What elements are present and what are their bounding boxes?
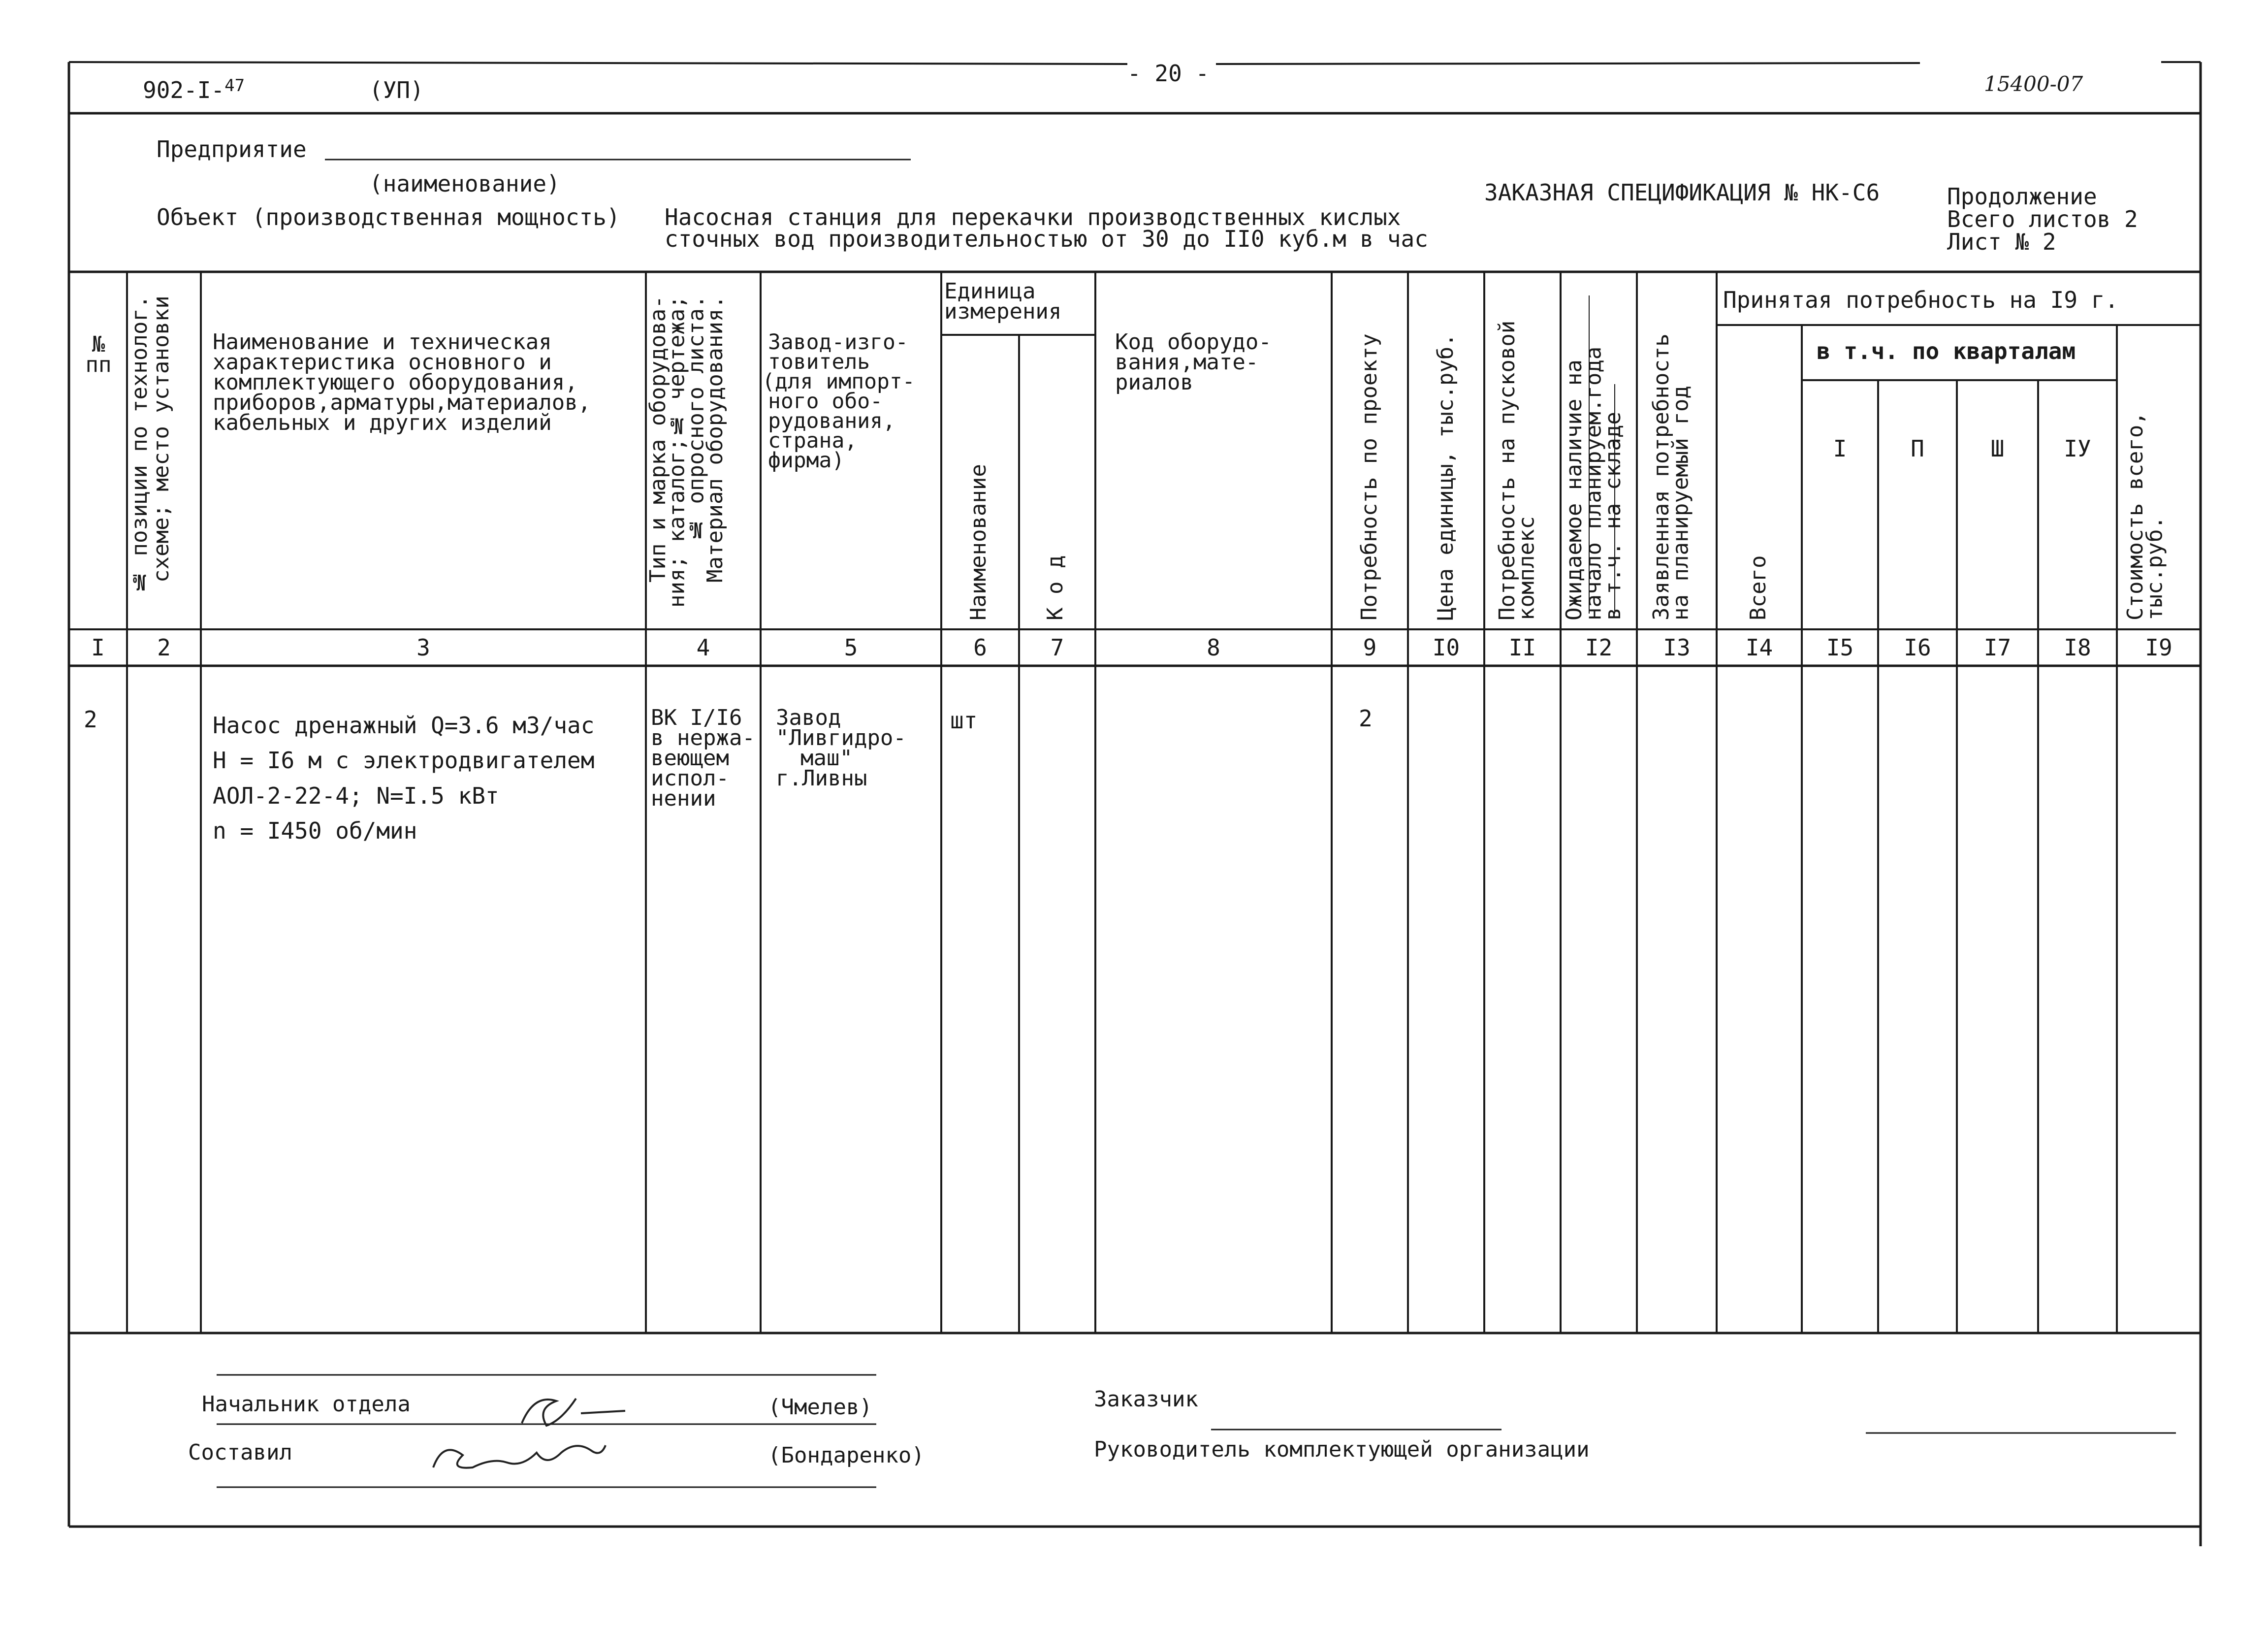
col-10-header: Цена единицы, тыс.руб. [1433, 333, 1458, 620]
col-number: 7 [1050, 634, 1064, 661]
composed-by-label: Составил [188, 1440, 292, 1465]
col-number: 9 [1363, 634, 1377, 661]
quarter-2-header: П [1911, 435, 1924, 462]
col-number: I3 [1663, 634, 1691, 661]
col-number: 5 [844, 634, 858, 661]
desc-line-4: n = I450 об/мин [213, 817, 417, 844]
col-number: I5 [1826, 634, 1854, 661]
col-3-line-1: Наименование и техническая [213, 329, 552, 355]
col-8-line-1: Код оборудо- [1115, 329, 1272, 355]
col-number: I4 [1745, 634, 1773, 661]
col-13-line-2: на планируемый год [1668, 386, 1693, 620]
spec-title: ЗАКАЗНАЯ СПЕЦИФИКАЦИЯ № НК-С6 [1484, 179, 1880, 206]
type-line-1: ВК I/I6 [651, 705, 742, 730]
type-line-5: нении [651, 785, 716, 811]
stamp-code: 15400-07 [1984, 72, 2083, 96]
maker-line-1: Завод [776, 705, 841, 730]
col-4-line-3: № опросного листа. [683, 295, 709, 543]
row-manufacturer [776, 705, 906, 791]
col-number: I8 [2064, 634, 2091, 661]
total-sheets: Всего листов 2 [1947, 206, 2138, 232]
col-1-header: № пп [85, 332, 112, 377]
quarter-3-header: Ш [1990, 435, 2005, 462]
col-2-header [129, 295, 172, 620]
desc-line-2: H = I6 м с электродвигателем [213, 747, 595, 774]
col-5-line-3: (для импорт- [762, 369, 915, 394]
doc-code-sup: 47 [224, 76, 245, 96]
row-quantity: 2 [1359, 705, 1373, 732]
col-2-line-2: схеме; место установки [149, 295, 174, 583]
col-number: I9 [2145, 634, 2172, 661]
row-type [651, 705, 755, 811]
col-9-header: Потребность по проекту [1357, 333, 1382, 620]
head-of-department-label: Начальник отдела [202, 1392, 411, 1417]
col-13-line-1: Заявленная потребность [1649, 333, 1674, 620]
col-number: I2 [1585, 634, 1613, 661]
col-number: 8 [1207, 634, 1220, 661]
object-line-2: сточных вод производительностью от 30 до II0 куб.м в час [665, 226, 1428, 252]
col-14-header: Всего [1746, 555, 1771, 620]
col-4-line-2: ния; каталог;№ чертежа; [664, 295, 690, 608]
col-8-line-2: вания,мате- [1115, 349, 1259, 375]
org-head-label: Руководитель комплектующей организации [1094, 1437, 1590, 1462]
type-line-3: веющем [651, 745, 729, 771]
col-4-header [645, 295, 728, 620]
col-number: I [91, 634, 105, 661]
col-number: II [1508, 634, 1536, 661]
type-line-2: в нержа- [651, 725, 755, 750]
col-11-line-1: Потребность на пусковой [1495, 320, 1520, 620]
object-label: Объект (производственная мощность) [157, 204, 620, 230]
col-3-header [213, 329, 591, 435]
col-11-line-2: комплекс [1514, 516, 1539, 620]
col-6-header: Наименование [966, 464, 991, 620]
unit-group-header [944, 279, 1062, 324]
row-description [213, 708, 594, 848]
row-number: 2 [84, 706, 97, 733]
col-19-line-2: тыс.руб. [2142, 516, 2168, 620]
col-4-line-1: Тип и марка оборудова- [645, 295, 671, 583]
doc-code [143, 76, 245, 103]
col-4-line-4: Материал оборудования. [703, 295, 728, 583]
col-number: 4 [696, 634, 710, 661]
col-5-line-4: ного обо- [768, 389, 883, 414]
col-3-line-5: кабельных и других изделий [213, 410, 552, 435]
quarter-1-header: I [1833, 435, 1847, 462]
col-3-line-4: приборов,арматуры,материалов, [213, 390, 591, 415]
maker-line-4: г.Ливны [776, 765, 867, 791]
col-5-line-7: фирма) [768, 448, 845, 473]
col-12-line-2: начало планируем.года [1581, 346, 1606, 620]
composed-by-name: (Бондаренко) [768, 1443, 925, 1468]
col-number: I0 [1432, 634, 1460, 661]
continuation-label: Продолжение [1947, 183, 2097, 210]
album-number: (УП) [369, 77, 424, 103]
col-2-line-1: № позиции по технолог. [127, 295, 152, 595]
col-number: 3 [416, 634, 430, 661]
col-5-line-1: Завод-изго- [768, 330, 908, 355]
col-19-header [2123, 384, 2168, 620]
col-number: I7 [1983, 634, 2012, 661]
type-line-4: испол- [651, 765, 729, 791]
object-line-1: Насосная станция для перекачки производственных кислых [665, 204, 1401, 230]
quarter-4-header: IУ [2064, 435, 2091, 462]
maker-line-3: маш" [800, 745, 853, 771]
maker-line-2: "Ливгидро- [776, 725, 906, 750]
col-number: I6 [1904, 634, 1931, 661]
col-7-header: К о д [1043, 555, 1068, 620]
signature-marks [433, 1399, 625, 1468]
col-5-line-5: рудования, [768, 408, 895, 433]
col-3-line-2: характеристика основного и [213, 349, 552, 375]
col-8-line-3: риалов [1115, 369, 1193, 395]
page-number: - 20 - [1127, 60, 1210, 87]
col-5-line-2: товитель [768, 349, 870, 374]
col-11-header [1495, 295, 1539, 620]
col-8-header [1115, 329, 1272, 395]
col-number: 6 [973, 634, 987, 661]
col-5-line-6: страна, [768, 428, 858, 453]
row-unit: шт [950, 707, 978, 734]
head-of-department-name: (Чмелев) [768, 1395, 872, 1420]
col-12-line-3: в т.ч. на складе [1600, 412, 1626, 620]
sheet-number: Лист № 2 [1947, 228, 2056, 255]
col-number: 2 [157, 634, 171, 661]
col-19-line-1: Стоимость всего, [2123, 412, 2148, 620]
col-5-header [762, 330, 915, 473]
enterprise-label: Предприятие [157, 136, 307, 163]
col-13-header [1649, 295, 1693, 620]
unit-line-1: Единица [944, 279, 1036, 304]
quarters-caption: в т.ч. по кварталам [1817, 338, 2076, 364]
col-12-header [1562, 295, 1626, 620]
doc-code-main: 902-I- [143, 77, 225, 103]
col-12-line-1: Ожидаемое наличие на [1562, 359, 1587, 620]
unit-line-2: измерения [944, 298, 1062, 324]
col-3-line-3: комплектующего оборудования, [213, 369, 578, 395]
desc-line-1: Насос дренажный Q=3.6 м3/час [213, 712, 595, 739]
name-caption: (наименование) [369, 170, 560, 197]
customer-label: Заказчик [1094, 1387, 1198, 1412]
desc-line-3: АОЛ-2-22-4; N=I.5 кВт [213, 782, 499, 809]
accepted-need-header: Принятая потребность на I9 г. [1723, 287, 2119, 313]
